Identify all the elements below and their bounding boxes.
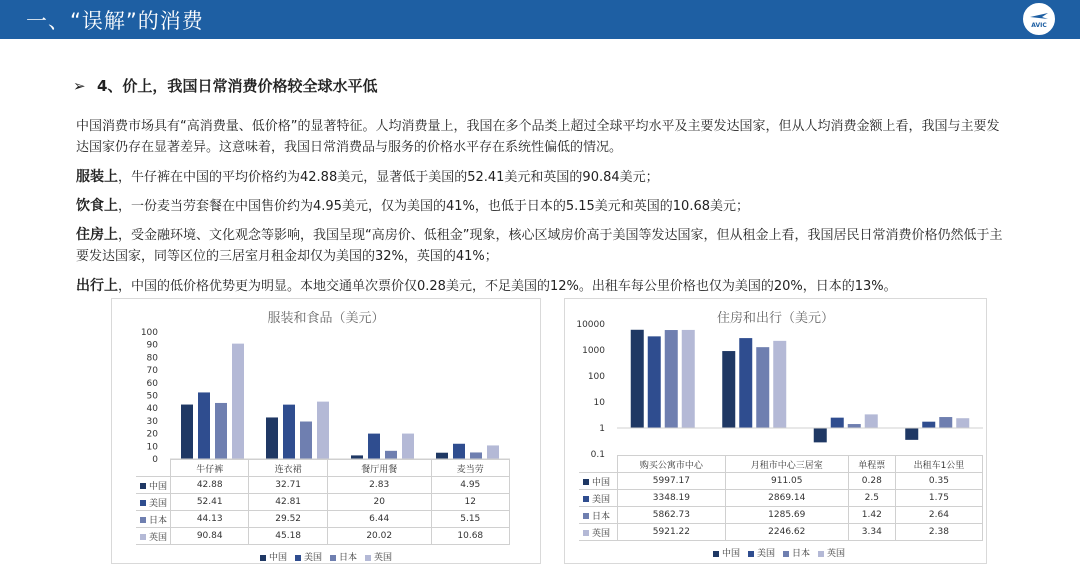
bar bbox=[453, 444, 465, 459]
category-label: 餐厅用餐 bbox=[327, 460, 431, 477]
data-label: 4.95 bbox=[431, 477, 509, 494]
bar bbox=[756, 347, 769, 428]
category-label: 出租车1公里 bbox=[895, 456, 982, 473]
y-tick-label: 0 bbox=[152, 455, 158, 465]
logo-text: AVIC bbox=[1031, 22, 1047, 29]
bar bbox=[865, 414, 878, 428]
y-tick-label: 20 bbox=[146, 429, 158, 440]
table-row bbox=[136, 511, 510, 528]
data-label: 29.52 bbox=[249, 511, 327, 528]
data-label: 42.88 bbox=[171, 477, 249, 494]
data-label: 12 bbox=[431, 494, 509, 511]
table-row bbox=[579, 524, 983, 541]
bar bbox=[198, 392, 210, 459]
bar bbox=[905, 428, 918, 440]
legend-item: 日本 bbox=[783, 549, 810, 559]
series-swatch bbox=[583, 496, 589, 502]
data-label: 911.05 bbox=[725, 473, 848, 490]
legend-swatch bbox=[295, 555, 301, 561]
bar bbox=[682, 330, 695, 428]
bar bbox=[215, 403, 227, 459]
legend-item: 美国 bbox=[748, 549, 775, 559]
y-tick-label: 0.1 bbox=[590, 450, 605, 460]
data-label: 5862.73 bbox=[618, 507, 726, 524]
section-heading bbox=[73, 75, 377, 96]
series-label: 日本 bbox=[136, 511, 171, 528]
y-tick-label: 90 bbox=[146, 340, 158, 351]
table-row bbox=[136, 528, 510, 545]
bullet-arrow-icon: ➢ bbox=[73, 77, 86, 95]
series-label: 日本 bbox=[579, 507, 618, 524]
data-label: 3348.19 bbox=[618, 490, 726, 507]
bar bbox=[300, 422, 312, 459]
y-tick-label: 1 bbox=[599, 424, 605, 434]
y-tick-label: 1000 bbox=[582, 346, 605, 356]
table-row bbox=[579, 490, 983, 507]
table-row bbox=[136, 494, 510, 511]
food-paragraph bbox=[76, 196, 1006, 217]
chart-title: 服装和食品（美元） bbox=[267, 311, 385, 326]
legend-swatch bbox=[365, 555, 371, 561]
bar bbox=[939, 417, 952, 428]
data-label: 45.18 bbox=[249, 528, 327, 545]
legend-swatch bbox=[783, 551, 789, 557]
chart-data-table bbox=[579, 455, 983, 541]
data-label: 2.64 bbox=[895, 507, 982, 524]
clothing-lead: 服装上 bbox=[76, 169, 118, 185]
slide-title: 一、“误解”的消费 bbox=[26, 9, 204, 33]
housing-text: ，受金融环境、文化观念等影响，我国呈现“高房价、低租金”现象，核心区域房价高于美国等发达国家，但从租金上看，我国居民日常消费价格仍然低于主要发达国家，同等区位的三居室月租金却仅为美国的32%，英国的41%； bbox=[76, 228, 1003, 264]
series-label: 中国 bbox=[579, 473, 618, 490]
bar bbox=[722, 351, 735, 428]
data-label: 32.71 bbox=[249, 477, 327, 494]
legend-item: 英国 bbox=[818, 549, 845, 559]
chart-legend bbox=[260, 550, 400, 563]
bar bbox=[814, 428, 827, 442]
bar bbox=[232, 344, 244, 459]
bar bbox=[631, 330, 644, 428]
y-tick-label: 10000 bbox=[576, 320, 605, 330]
category-label: 麦当劳 bbox=[431, 460, 509, 477]
series-swatch bbox=[140, 517, 146, 523]
travel-paragraph bbox=[76, 276, 1006, 297]
y-tick-label: 10 bbox=[146, 442, 158, 453]
series-label: 英国 bbox=[579, 524, 618, 541]
data-label: 5997.17 bbox=[618, 473, 726, 490]
bar bbox=[831, 418, 844, 428]
avic-logo bbox=[1021, 1, 1057, 37]
data-label: 5921.22 bbox=[618, 524, 726, 541]
legend-item: 中国 bbox=[713, 549, 740, 559]
legend-swatch bbox=[713, 551, 719, 557]
housing-lead: 住房上 bbox=[76, 227, 118, 243]
data-label: 52.41 bbox=[171, 494, 249, 511]
data-label: 1.42 bbox=[848, 507, 895, 524]
legend-item: 英国 bbox=[365, 553, 392, 563]
y-tick-label: 70 bbox=[146, 366, 158, 377]
data-label: 20 bbox=[327, 494, 431, 511]
y-tick-label: 30 bbox=[146, 416, 158, 427]
bar bbox=[922, 422, 935, 428]
y-tick-label: 50 bbox=[146, 391, 158, 402]
table-row bbox=[579, 507, 983, 524]
category-label: 连衣裙 bbox=[249, 460, 327, 477]
series-swatch bbox=[583, 479, 589, 485]
food-text: ，一份麦当劳套餐在中国售价约为4.95美元，仅为美国的41%，也低于日本的5.15美元和英国的10.68美元； bbox=[118, 199, 750, 214]
data-label: 1285.69 bbox=[725, 507, 848, 524]
table-row bbox=[136, 477, 510, 494]
travel-lead: 出行上 bbox=[76, 278, 118, 294]
legend-item: 中国 bbox=[260, 553, 287, 563]
series-label: 美国 bbox=[136, 494, 171, 511]
bar bbox=[368, 434, 380, 459]
table-row bbox=[579, 473, 983, 490]
data-label: 10.68 bbox=[431, 528, 509, 545]
legend-item: 日本 bbox=[330, 553, 357, 563]
bar bbox=[385, 451, 397, 459]
series-swatch bbox=[140, 483, 146, 489]
data-label: 0.28 bbox=[848, 473, 895, 490]
data-label: 1.75 bbox=[895, 490, 982, 507]
bar bbox=[181, 405, 193, 459]
chart-legend bbox=[713, 546, 853, 559]
legend-swatch bbox=[260, 555, 266, 561]
bar bbox=[773, 341, 786, 428]
category-label: 单程票 bbox=[848, 456, 895, 473]
bar bbox=[739, 338, 752, 428]
clothing-text: ，牛仔裤在中国的平均价格约为42.88美元，显著低于美国的52.41美元和英国的90.84美元； bbox=[118, 170, 659, 185]
data-label: 2.83 bbox=[327, 477, 431, 494]
legend-item: 美国 bbox=[295, 553, 322, 563]
bar bbox=[487, 445, 499, 459]
bar bbox=[665, 330, 678, 428]
chart-housing-travel bbox=[564, 298, 987, 564]
bar bbox=[956, 418, 969, 428]
series-label: 英国 bbox=[136, 528, 171, 545]
bar bbox=[283, 405, 295, 459]
data-label: 2246.62 bbox=[725, 524, 848, 541]
series-swatch bbox=[140, 500, 146, 506]
series-swatch bbox=[583, 530, 589, 536]
data-label: 44.13 bbox=[171, 511, 249, 528]
housing-paragraph bbox=[76, 225, 1006, 267]
category-label: 购买公寓市中心 bbox=[618, 456, 726, 473]
y-tick-label: 40 bbox=[146, 404, 158, 415]
y-tick-label: 100 bbox=[140, 328, 158, 338]
legend-swatch bbox=[818, 551, 824, 557]
data-label: 0.35 bbox=[895, 473, 982, 490]
series-label: 中国 bbox=[136, 477, 171, 494]
section-heading-text: 4、价上，我国日常消费价格较全球水平低 bbox=[97, 77, 378, 95]
chart-clothing-food bbox=[111, 298, 541, 564]
chart-plot bbox=[565, 314, 986, 474]
clothing-paragraph bbox=[76, 167, 1006, 188]
y-tick-label: 80 bbox=[146, 353, 158, 364]
legend-swatch bbox=[748, 551, 754, 557]
bar bbox=[317, 402, 329, 459]
y-tick-label: 60 bbox=[146, 378, 158, 389]
table-corner bbox=[579, 456, 618, 473]
plane-icon bbox=[1029, 11, 1049, 21]
table-corner bbox=[136, 460, 171, 477]
data-label: 42.81 bbox=[249, 494, 327, 511]
bar bbox=[266, 417, 278, 459]
data-label: 90.84 bbox=[171, 528, 249, 545]
data-label: 5.15 bbox=[431, 511, 509, 528]
chart-title: 住房和出行（美元） bbox=[716, 311, 834, 326]
legend-swatch bbox=[330, 555, 336, 561]
series-label: 美国 bbox=[579, 490, 618, 507]
bar bbox=[402, 434, 414, 459]
data-label: 20.02 bbox=[327, 528, 431, 545]
series-swatch bbox=[140, 534, 146, 540]
intro-paragraph: 中国消费市场具有“高消费量、低价格”的显著特征。人均消费量上，我国在多个品类上超过全球平均水平及主要发达国家，但从人均消费金额上看，我国与主要发达国家仍存在显著差异。这意味着，我国日常消费品与服务的价格水平存在系统性偏低的情况。 bbox=[76, 119, 1000, 155]
data-label: 3.34 bbox=[848, 524, 895, 541]
y-tick-label: 100 bbox=[587, 372, 605, 382]
category-label: 牛仔裤 bbox=[171, 460, 249, 477]
travel-text: ，中国的低价格优势更为明显。本地交通单次票价仅0.28美元，不足美国的12%。出租车每公里价格也仅为美国的20%，日本的13%。 bbox=[118, 279, 897, 294]
header-bar bbox=[0, 0, 1080, 39]
data-label: 2.5 bbox=[848, 490, 895, 507]
chart-data-table bbox=[136, 459, 510, 545]
data-label: 2869.14 bbox=[725, 490, 848, 507]
y-tick-label: 10 bbox=[593, 398, 605, 408]
data-label: 6.44 bbox=[327, 511, 431, 528]
data-label: 2.38 bbox=[895, 524, 982, 541]
series-swatch bbox=[583, 513, 589, 519]
bar bbox=[648, 336, 661, 428]
food-lead: 饮食上 bbox=[76, 198, 118, 214]
category-label: 月租市中心三居室 bbox=[725, 456, 848, 473]
bar bbox=[848, 424, 861, 428]
